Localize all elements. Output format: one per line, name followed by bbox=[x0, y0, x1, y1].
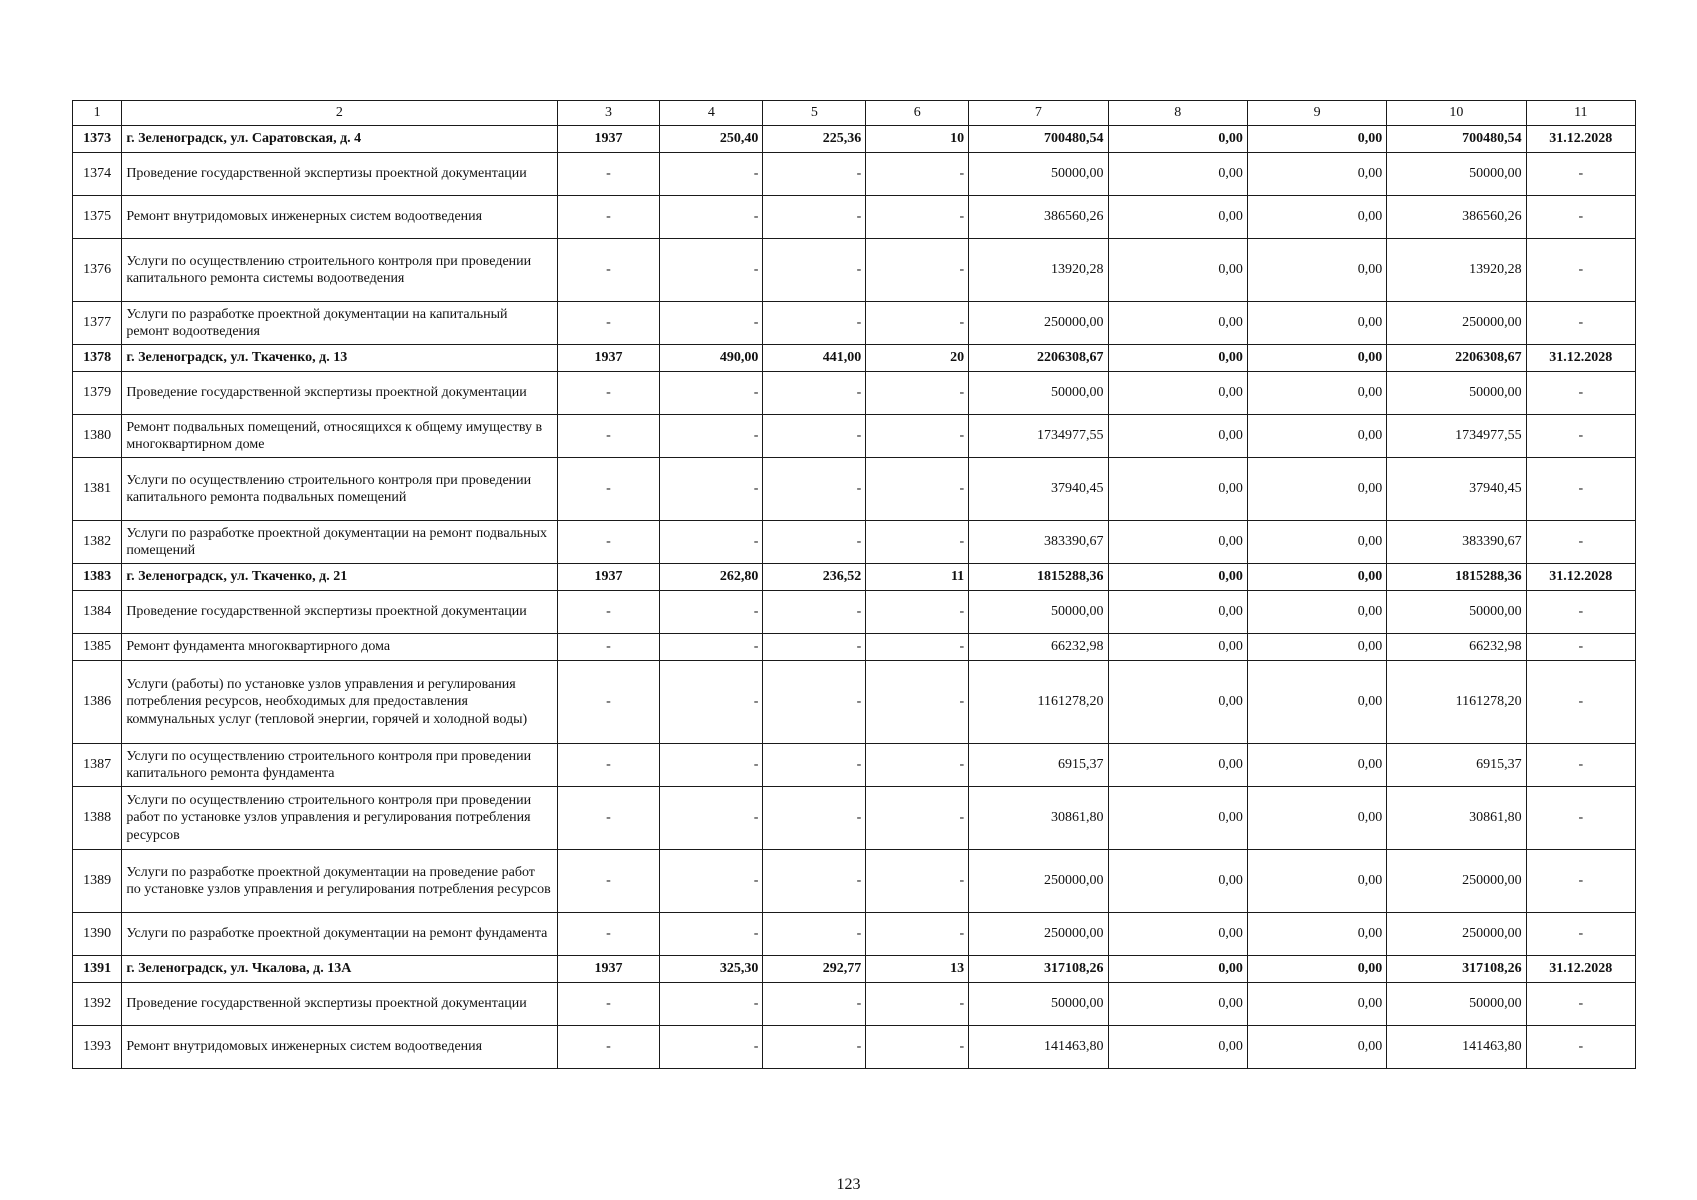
year-cell: - bbox=[557, 458, 660, 521]
year-cell: - bbox=[557, 239, 660, 302]
total-cost-cell: 50000,00 bbox=[969, 153, 1108, 196]
description-cell: Услуги по осуществлению строительного контроля при проведении капитального ремонта системы водоотведения bbox=[122, 239, 557, 302]
work-item-row bbox=[73, 634, 1636, 661]
col9-cell: 0,00 bbox=[1247, 372, 1386, 415]
living-area-cell: 441,00 bbox=[763, 345, 866, 372]
description-cell: Проведение государственной экспертизы проектной документации bbox=[122, 591, 557, 634]
living-area-cell: - bbox=[763, 302, 866, 345]
work-item-row bbox=[73, 744, 1636, 787]
total-area-cell: - bbox=[660, 521, 763, 564]
deadline-cell: - bbox=[1526, 415, 1635, 458]
residents-cell: 20 bbox=[866, 345, 969, 372]
col9-cell: 0,00 bbox=[1247, 591, 1386, 634]
work-item-row bbox=[73, 591, 1636, 634]
total-area-cell: - bbox=[660, 1026, 763, 1069]
year-cell: 1937 bbox=[557, 564, 660, 591]
deadline-cell: - bbox=[1526, 787, 1635, 850]
residents-cell: - bbox=[866, 787, 969, 850]
row-number-cell: 1377 bbox=[73, 302, 122, 345]
column-header: 7 bbox=[969, 101, 1108, 126]
living-area-cell: - bbox=[763, 591, 866, 634]
description-cell: Услуги по разработке проектной документации на ремонт фундамента bbox=[122, 913, 557, 956]
living-area-cell: - bbox=[763, 787, 866, 850]
year-cell: - bbox=[557, 372, 660, 415]
column-header: 11 bbox=[1526, 101, 1635, 126]
total-cost-cell: 141463,80 bbox=[969, 1026, 1108, 1069]
total-area-cell: - bbox=[660, 415, 763, 458]
col10-cell: 383390,67 bbox=[1387, 521, 1526, 564]
work-item-row bbox=[73, 239, 1636, 302]
description-cell: Услуги по разработке проектной документации на капитальный ремонт водоотведения bbox=[122, 302, 557, 345]
deadline-cell: - bbox=[1526, 850, 1635, 913]
col8-cell: 0,00 bbox=[1108, 345, 1247, 372]
total-area-cell: - bbox=[660, 661, 763, 744]
column-header: 5 bbox=[763, 101, 866, 126]
residents-cell: 10 bbox=[866, 126, 969, 153]
col8-cell: 0,00 bbox=[1108, 591, 1247, 634]
residents-cell: - bbox=[866, 153, 969, 196]
residents-cell: - bbox=[866, 1026, 969, 1069]
row-number-cell: 1387 bbox=[73, 744, 122, 787]
deadline-cell: - bbox=[1526, 372, 1635, 415]
total-area-cell: - bbox=[660, 744, 763, 787]
living-area-cell: - bbox=[763, 913, 866, 956]
description-cell: г. Зеленоградск, ул. Ткаченко, д. 21 bbox=[122, 564, 557, 591]
col9-cell: 0,00 bbox=[1247, 1026, 1386, 1069]
row-number-cell: 1383 bbox=[73, 564, 122, 591]
total-cost-cell: 50000,00 bbox=[969, 372, 1108, 415]
total-cost-cell: 13920,28 bbox=[969, 239, 1108, 302]
year-cell: 1937 bbox=[557, 126, 660, 153]
col10-cell: 1734977,55 bbox=[1387, 415, 1526, 458]
description-cell: Услуги по осуществлению строительного контроля при проведении работ по установке узлов управления и регулирования потребления ресурсов bbox=[122, 787, 557, 850]
deadline-cell: 31.12.2028 bbox=[1526, 345, 1635, 372]
column-header: 8 bbox=[1108, 101, 1247, 126]
residents-cell: - bbox=[866, 196, 969, 239]
living-area-cell: - bbox=[763, 521, 866, 564]
column-header: 10 bbox=[1387, 101, 1526, 126]
deadline-cell: 31.12.2028 bbox=[1526, 564, 1635, 591]
col8-cell: 0,00 bbox=[1108, 913, 1247, 956]
total-cost-cell: 50000,00 bbox=[969, 591, 1108, 634]
row-number-cell: 1379 bbox=[73, 372, 122, 415]
col9-cell: 0,00 bbox=[1247, 661, 1386, 744]
description-cell: Ремонт внутридомовых инженерных систем водоотведения bbox=[122, 196, 557, 239]
deadline-cell: - bbox=[1526, 1026, 1635, 1069]
col10-cell: 700480,54 bbox=[1387, 126, 1526, 153]
living-area-cell: - bbox=[763, 634, 866, 661]
living-area-cell: - bbox=[763, 661, 866, 744]
row-number-cell: 1373 bbox=[73, 126, 122, 153]
total-cost-cell: 250000,00 bbox=[969, 302, 1108, 345]
living-area-cell: - bbox=[763, 196, 866, 239]
deadline-cell: 31.12.2028 bbox=[1526, 956, 1635, 983]
residents-cell: - bbox=[866, 302, 969, 345]
residents-cell: - bbox=[866, 521, 969, 564]
col10-cell: 1161278,20 bbox=[1387, 661, 1526, 744]
description-cell: Проведение государственной экспертизы проектной документации bbox=[122, 983, 557, 1026]
col8-cell: 0,00 bbox=[1108, 239, 1247, 302]
living-area-cell: 225,36 bbox=[763, 126, 866, 153]
column-header: 9 bbox=[1247, 101, 1386, 126]
row-number-cell: 1378 bbox=[73, 345, 122, 372]
col10-cell: 37940,45 bbox=[1387, 458, 1526, 521]
total-area-cell: - bbox=[660, 302, 763, 345]
work-item-row bbox=[73, 787, 1636, 850]
col8-cell: 0,00 bbox=[1108, 564, 1247, 591]
deadline-cell: - bbox=[1526, 196, 1635, 239]
living-area-cell: - bbox=[763, 372, 866, 415]
column-number-header-row bbox=[73, 101, 1636, 126]
work-item-row bbox=[73, 913, 1636, 956]
deadline-cell: - bbox=[1526, 458, 1635, 521]
col10-cell: 250000,00 bbox=[1387, 302, 1526, 345]
col8-cell: 0,00 bbox=[1108, 372, 1247, 415]
year-cell: - bbox=[557, 744, 660, 787]
total-cost-cell: 50000,00 bbox=[969, 983, 1108, 1026]
total-area-cell: 325,30 bbox=[660, 956, 763, 983]
work-item-row bbox=[73, 196, 1636, 239]
description-cell: Ремонт фундамента многоквартирного дома bbox=[122, 634, 557, 661]
col9-cell: 0,00 bbox=[1247, 850, 1386, 913]
description-cell: Проведение государственной экспертизы проектной документации bbox=[122, 372, 557, 415]
col10-cell: 50000,00 bbox=[1387, 153, 1526, 196]
living-area-cell: - bbox=[763, 153, 866, 196]
total-cost-cell: 37940,45 bbox=[969, 458, 1108, 521]
col8-cell: 0,00 bbox=[1108, 634, 1247, 661]
description-cell: Услуги по разработке проектной документации на проведение работ по установке узлов управления и регулирования потребления ресурсов bbox=[122, 850, 557, 913]
year-cell: - bbox=[557, 302, 660, 345]
address-row bbox=[73, 126, 1636, 153]
col9-cell: 0,00 bbox=[1247, 787, 1386, 850]
col8-cell: 0,00 bbox=[1108, 196, 1247, 239]
residents-cell: - bbox=[866, 458, 969, 521]
year-cell: 1937 bbox=[557, 345, 660, 372]
col10-cell: 6915,37 bbox=[1387, 744, 1526, 787]
year-cell: - bbox=[557, 521, 660, 564]
col8-cell: 0,00 bbox=[1108, 302, 1247, 345]
row-number-cell: 1376 bbox=[73, 239, 122, 302]
total-area-cell: - bbox=[660, 591, 763, 634]
address-row bbox=[73, 956, 1636, 983]
row-number-cell: 1381 bbox=[73, 458, 122, 521]
total-cost-cell: 1815288,36 bbox=[969, 564, 1108, 591]
col10-cell: 317108,26 bbox=[1387, 956, 1526, 983]
row-number-cell: 1388 bbox=[73, 787, 122, 850]
total-cost-cell: 250000,00 bbox=[969, 850, 1108, 913]
living-area-cell: - bbox=[763, 239, 866, 302]
residents-cell: - bbox=[866, 744, 969, 787]
col8-cell: 0,00 bbox=[1108, 850, 1247, 913]
year-cell: - bbox=[557, 661, 660, 744]
col8-cell: 0,00 bbox=[1108, 415, 1247, 458]
document-sheet bbox=[72, 100, 1636, 1069]
address-row bbox=[73, 564, 1636, 591]
residents-cell: - bbox=[866, 415, 969, 458]
deadline-cell: - bbox=[1526, 521, 1635, 564]
year-cell: - bbox=[557, 591, 660, 634]
total-area-cell: - bbox=[660, 634, 763, 661]
description-cell: г. Зеленоградск, ул. Ткаченко, д. 13 bbox=[122, 345, 557, 372]
description-cell: г. Зеленоградск, ул. Чкалова, д. 13А bbox=[122, 956, 557, 983]
deadline-cell: - bbox=[1526, 913, 1635, 956]
col10-cell: 50000,00 bbox=[1387, 983, 1526, 1026]
living-area-cell: - bbox=[763, 458, 866, 521]
total-area-cell: 490,00 bbox=[660, 345, 763, 372]
col10-cell: 386560,26 bbox=[1387, 196, 1526, 239]
col10-cell: 2206308,67 bbox=[1387, 345, 1526, 372]
column-header: 6 bbox=[866, 101, 969, 126]
residents-cell: - bbox=[866, 372, 969, 415]
col9-cell: 0,00 bbox=[1247, 153, 1386, 196]
residents-cell: 11 bbox=[866, 564, 969, 591]
total-area-cell: - bbox=[660, 372, 763, 415]
col10-cell: 250000,00 bbox=[1387, 913, 1526, 956]
col9-cell: 0,00 bbox=[1247, 634, 1386, 661]
year-cell: - bbox=[557, 196, 660, 239]
col9-cell: 0,00 bbox=[1247, 239, 1386, 302]
description-cell: Услуги по осуществлению строительного контроля при проведении капитального ремонта подвальных помещений bbox=[122, 458, 557, 521]
col8-cell: 0,00 bbox=[1108, 983, 1247, 1026]
col8-cell: 0,00 bbox=[1108, 458, 1247, 521]
capital-repair-table bbox=[72, 100, 1636, 1069]
col8-cell: 0,00 bbox=[1108, 153, 1247, 196]
deadline-cell: - bbox=[1526, 634, 1635, 661]
total-cost-cell: 6915,37 bbox=[969, 744, 1108, 787]
row-number-cell: 1385 bbox=[73, 634, 122, 661]
total-cost-cell: 1161278,20 bbox=[969, 661, 1108, 744]
col9-cell: 0,00 bbox=[1247, 415, 1386, 458]
col8-cell: 0,00 bbox=[1108, 787, 1247, 850]
work-item-row bbox=[73, 415, 1636, 458]
deadline-cell: - bbox=[1526, 239, 1635, 302]
description-cell: Услуги по разработке проектной документации на ремонт подвальных помещений bbox=[122, 521, 557, 564]
deadline-cell: - bbox=[1526, 153, 1635, 196]
row-number-cell: 1390 bbox=[73, 913, 122, 956]
residents-cell: - bbox=[866, 983, 969, 1026]
living-area-cell: 236,52 bbox=[763, 564, 866, 591]
deadline-cell: - bbox=[1526, 661, 1635, 744]
col10-cell: 30861,80 bbox=[1387, 787, 1526, 850]
row-number-cell: 1392 bbox=[73, 983, 122, 1026]
living-area-cell: 292,77 bbox=[763, 956, 866, 983]
address-row bbox=[73, 345, 1636, 372]
total-cost-cell: 317108,26 bbox=[969, 956, 1108, 983]
total-cost-cell: 30861,80 bbox=[969, 787, 1108, 850]
col9-cell: 0,00 bbox=[1247, 345, 1386, 372]
deadline-cell: - bbox=[1526, 983, 1635, 1026]
work-item-row bbox=[73, 458, 1636, 521]
total-area-cell: - bbox=[660, 153, 763, 196]
year-cell: - bbox=[557, 1026, 660, 1069]
total-cost-cell: 700480,54 bbox=[969, 126, 1108, 153]
col8-cell: 0,00 bbox=[1108, 1026, 1247, 1069]
col9-cell: 0,00 bbox=[1247, 956, 1386, 983]
total-area-cell: - bbox=[660, 239, 763, 302]
row-number-cell: 1380 bbox=[73, 415, 122, 458]
row-number-cell: 1391 bbox=[73, 956, 122, 983]
col9-cell: 0,00 bbox=[1247, 744, 1386, 787]
year-cell: - bbox=[557, 983, 660, 1026]
col10-cell: 13920,28 bbox=[1387, 239, 1526, 302]
col8-cell: 0,00 bbox=[1108, 126, 1247, 153]
work-item-row bbox=[73, 521, 1636, 564]
description-cell: г. Зеленоградск, ул. Саратовская, д. 4 bbox=[122, 126, 557, 153]
col9-cell: 0,00 bbox=[1247, 126, 1386, 153]
work-item-row bbox=[73, 302, 1636, 345]
deadline-cell: - bbox=[1526, 302, 1635, 345]
description-cell: Ремонт внутридомовых инженерных систем водоотведения bbox=[122, 1026, 557, 1069]
col8-cell: 0,00 bbox=[1108, 521, 1247, 564]
year-cell: - bbox=[557, 787, 660, 850]
column-header: 2 bbox=[122, 101, 557, 126]
work-item-row bbox=[73, 850, 1636, 913]
col9-cell: 0,00 bbox=[1247, 196, 1386, 239]
row-number-cell: 1374 bbox=[73, 153, 122, 196]
total-cost-cell: 250000,00 bbox=[969, 913, 1108, 956]
year-cell: - bbox=[557, 634, 660, 661]
year-cell: - bbox=[557, 415, 660, 458]
column-header: 1 bbox=[73, 101, 122, 126]
total-cost-cell: 1734977,55 bbox=[969, 415, 1108, 458]
row-number-cell: 1382 bbox=[73, 521, 122, 564]
deadline-cell: 31.12.2028 bbox=[1526, 126, 1635, 153]
residents-cell: - bbox=[866, 850, 969, 913]
description-cell: Проведение государственной экспертизы проектной документации bbox=[122, 153, 557, 196]
description-cell: Услуги по осуществлению строительного контроля при проведении капитального ремонта фундамента bbox=[122, 744, 557, 787]
residents-cell: - bbox=[866, 634, 969, 661]
total-area-cell: - bbox=[660, 850, 763, 913]
col10-cell: 50000,00 bbox=[1387, 591, 1526, 634]
column-header: 4 bbox=[660, 101, 763, 126]
residents-cell: - bbox=[866, 913, 969, 956]
total-area-cell: 262,80 bbox=[660, 564, 763, 591]
work-item-row bbox=[73, 983, 1636, 1026]
col10-cell: 66232,98 bbox=[1387, 634, 1526, 661]
row-number-cell: 1384 bbox=[73, 591, 122, 634]
work-item-row bbox=[73, 1026, 1636, 1069]
residents-cell: - bbox=[866, 239, 969, 302]
col10-cell: 250000,00 bbox=[1387, 850, 1526, 913]
col9-cell: 0,00 bbox=[1247, 564, 1386, 591]
deadline-cell: - bbox=[1526, 591, 1635, 634]
total-cost-cell: 383390,67 bbox=[969, 521, 1108, 564]
work-item-row bbox=[73, 372, 1636, 415]
col9-cell: 0,00 bbox=[1247, 302, 1386, 345]
page-number: 123 bbox=[836, 1176, 861, 1193]
col10-cell: 50000,00 bbox=[1387, 372, 1526, 415]
living-area-cell: - bbox=[763, 415, 866, 458]
col9-cell: 0,00 bbox=[1247, 521, 1386, 564]
col9-cell: 0,00 bbox=[1247, 913, 1386, 956]
residents-cell: - bbox=[866, 591, 969, 634]
year-cell: - bbox=[557, 913, 660, 956]
total-cost-cell: 2206308,67 bbox=[969, 345, 1108, 372]
description-cell: Услуги (работы) по установке узлов управления и регулирования потребления ресурсов, необходимых для предоставления коммунальных услуг (тепловой энергии, горячей и холодной воды) bbox=[122, 661, 557, 744]
residents-cell: 13 bbox=[866, 956, 969, 983]
total-area-cell: - bbox=[660, 983, 763, 1026]
deadline-cell: - bbox=[1526, 744, 1635, 787]
total-cost-cell: 386560,26 bbox=[969, 196, 1108, 239]
col8-cell: 0,00 bbox=[1108, 744, 1247, 787]
residents-cell: - bbox=[866, 661, 969, 744]
column-header: 3 bbox=[557, 101, 660, 126]
total-area-cell: - bbox=[660, 196, 763, 239]
col10-cell: 141463,80 bbox=[1387, 1026, 1526, 1069]
work-item-row bbox=[73, 153, 1636, 196]
total-area-cell: - bbox=[660, 787, 763, 850]
col8-cell: 0,00 bbox=[1108, 661, 1247, 744]
description-cell: Ремонт подвальных помещений, относящихся к общему имуществу в многоквартирном доме bbox=[122, 415, 557, 458]
row-number-cell: 1389 bbox=[73, 850, 122, 913]
row-number-cell: 1386 bbox=[73, 661, 122, 744]
year-cell: 1937 bbox=[557, 956, 660, 983]
col10-cell: 1815288,36 bbox=[1387, 564, 1526, 591]
living-area-cell: - bbox=[763, 1026, 866, 1069]
total-cost-cell: 66232,98 bbox=[969, 634, 1108, 661]
row-number-cell: 1375 bbox=[73, 196, 122, 239]
col9-cell: 0,00 bbox=[1247, 458, 1386, 521]
col9-cell: 0,00 bbox=[1247, 983, 1386, 1026]
total-area-cell: 250,40 bbox=[660, 126, 763, 153]
living-area-cell: - bbox=[763, 983, 866, 1026]
living-area-cell: - bbox=[763, 744, 866, 787]
total-area-cell: - bbox=[660, 458, 763, 521]
total-area-cell: - bbox=[660, 913, 763, 956]
work-item-row bbox=[73, 661, 1636, 744]
year-cell: - bbox=[557, 850, 660, 913]
living-area-cell: - bbox=[763, 850, 866, 913]
col8-cell: 0,00 bbox=[1108, 956, 1247, 983]
row-number-cell: 1393 bbox=[73, 1026, 122, 1069]
year-cell: - bbox=[557, 153, 660, 196]
